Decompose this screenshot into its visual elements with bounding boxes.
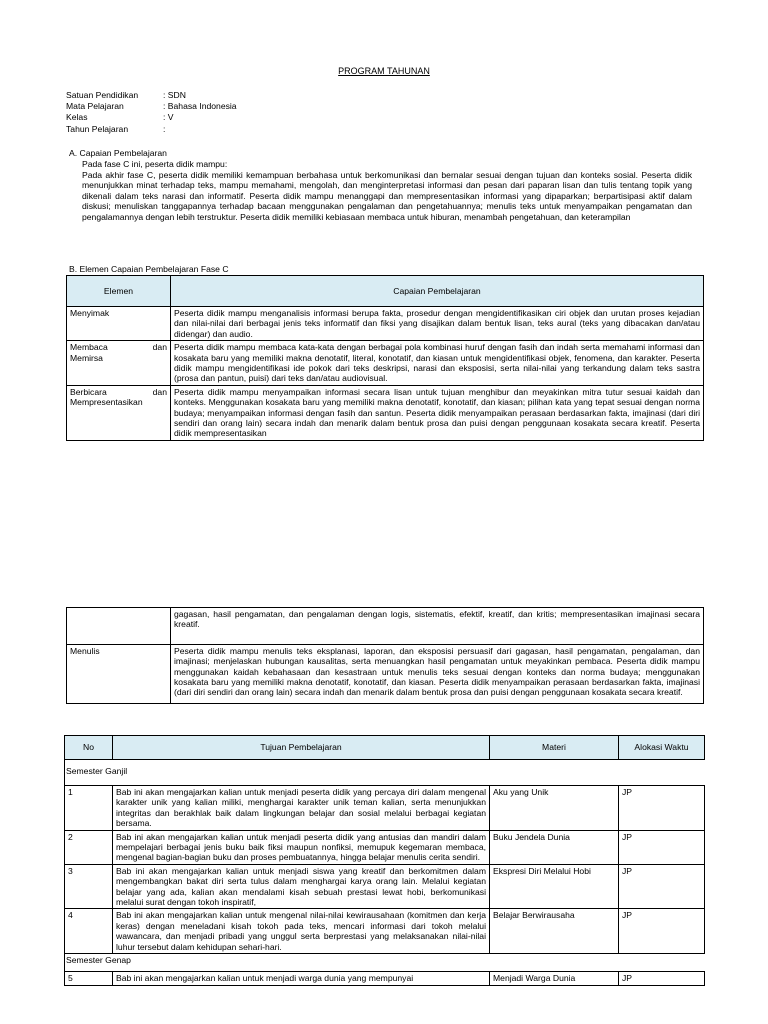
column-header-capaian: Capaian Pembelajaran [171, 276, 704, 307]
alokasi-cell: JP [619, 909, 705, 954]
identity-value: : SDN [163, 90, 186, 100]
elemen-name: Menyimak [70, 308, 110, 318]
table-row [67, 341, 704, 386]
section-a-intro: Pada fase C ini, peserta didik mampu: [82, 159, 228, 169]
materi-cell: Buku Jendela Dunia [490, 830, 619, 864]
identity-label: Kelas [66, 112, 88, 122]
tujuan-cell: Bab ini akan mengajarkan kalian untuk menjadi peserta didik yang antusias dan mandiri dalam mempelajari berbagai jenis buku baik fiksi maupun nonfiksi, memupuk kegemaran membaca, mengenal bagian-bagian buku dan proses pembuatannya, hingga belajar menulis cerita sendiri. [113, 830, 490, 864]
elemen-name: Membaca dan [70, 342, 167, 353]
alokasi-cell: JP [619, 864, 705, 909]
capaian-cell: Peserta didik mampu menganalisis informasi berupa fakta, prosedur dengan mengidentifikasikan ciri objek dan urutan proses kejadian dan nilai-nilai dari berbagai jenis teks informatif dan fiksi yang disajikan dalam bentuk lisan, teks aural (teks yang dibacakan dan/atau didengar) dan audio. [171, 307, 704, 341]
tujuan-cell: Bab ini akan mengajarkan kalian untuk mengenal nilai-nilai kewirausahaan (komitmen dan kerja keras) dengan meneladani kisah tokoh pada teks, mencari informasi dari tokoh melalui wawancara, dan menjadi pribadi yang unggul serta berprestasi yang melaksanakan nilai-nilai luhur tersebut dalam kehidupan sehari-hari. [113, 909, 490, 954]
capaian-cell: Peserta didik mampu menyampaikan informasi secara lisan untuk tujuan menghibur dan meyakinkan mitra tutur sesuai kaidah dan konteks. Menggunakan kosakata baru yang memiliki makna denotatif, konotatif, dan kiasan; pilihan kata yang tepat sesuai dengan norma budaya; menyampaikan informasi dengan fasih dan santun. Peserta didik menyampaikan perasaan berdasarkan fakta, imajinasi (dari diri sendiri dan orang lain) secara indah dan menarik dalam bentuk prosa dan puisi dengan penggunaan kosakata secara kreatif. Peserta didik mempresentasikan [171, 385, 704, 440]
table-row [65, 786, 705, 831]
column-header-alokasi: Alokasi Waktu [619, 736, 705, 760]
elemen-cell [67, 341, 171, 386]
section-b-heading: B. Elemen Capaian Pembelajaran Fase C [69, 264, 229, 274]
table-row [67, 644, 704, 703]
capaian-cell: Peserta didik mampu menulis teks eksplanasi, laporan, dan eksposisi persuasif dari gagasan, hasil pengamatan, pengalaman, dan imajinasi; menjelaskan hubungan kausalitas, serta menuangkan hasil pengamatan untuk meyakinkan pembaca. Peserta didik mampu menggunakan kaidah kebahasaan dan kesastraan untuk menulis teks sesuai dengan konteks dan norma budaya; menggunakan kosakata baru yang memiliki makna denotatif, konotatif, dan kiasan. Peserta didik menyampaikan perasaan berdasarkan fakta, imajinasi (dari diri sendiri dan orang lain) secara indah dan menarik dalam bentuk prosa dan puisi dengan penggunaan kosakata secara kreatif. [171, 644, 704, 703]
elemen-table-continued [66, 607, 704, 704]
page-title: PROGRAM TAHUNAN [338, 66, 430, 76]
column-header-materi: Materi [490, 736, 619, 760]
row-number: 4 [65, 909, 113, 954]
materi-cell: Ekspresi Diri Melalui Hobi [490, 864, 619, 909]
identity-value: : Bahasa Indonesia [163, 101, 237, 111]
elemen-name: Berbicara dan [70, 386, 167, 397]
capaian-cell: gagasan, hasil pengamatan, dan pengalaman dengan logis, sistematis, efektif, kreatif, dan kritis; mempresentasikan imajinasi secara kreatif. [171, 608, 704, 645]
column-header-elemen: Elemen [67, 276, 171, 307]
elemen-name-cont: Memirsa [70, 352, 103, 363]
elemen-cell [67, 307, 171, 341]
semester-row [65, 954, 705, 972]
row-number: 3 [65, 864, 113, 909]
tujuan-cell: Bab ini akan mengajarkan kalian untuk menjadi siswa yang kreatif dan berkomitmen dalam mengembangkan bakat diri serta tulus dalam menghargai karya orang lain. Melalui kegiatan belajar yang ada, kalian akan mendalami kisah sebuah prestasi lewat hobi, berkomunikasi melalui surat dengan tokoh inspiratif, [113, 864, 490, 909]
alokasi-cell: JP [619, 972, 705, 985]
row-number: 1 [65, 786, 113, 831]
identity-label: Tahun Pelajaran [66, 124, 129, 134]
row-number: 2 [65, 830, 113, 864]
alokasi-cell: JP [619, 830, 705, 864]
identity-label: Satuan Pendidikan [66, 90, 139, 100]
section-a-heading: A. Capaian Pembelajaran [69, 148, 167, 158]
materi-cell: Aku yang Unik [490, 786, 619, 831]
column-header-no: No [65, 736, 113, 760]
semester-row [65, 760, 705, 786]
column-header-tujuan: Tujuan Pembelajaran [113, 736, 490, 760]
identity-value: : [163, 124, 166, 134]
elemen-cell [67, 385, 171, 440]
tujuan-table [64, 735, 705, 986]
table-row [65, 830, 705, 864]
elemen-name-cont: Mempresentasikan [70, 397, 143, 408]
table-row [67, 385, 704, 440]
table-header-row [67, 276, 704, 307]
elemen-cell: Menulis [67, 644, 171, 703]
table-row [65, 864, 705, 909]
identity-label: Mata Pelajaran [66, 101, 124, 111]
tujuan-cell: Bab ini akan mengajarkan kalian untuk menjadi warga dunia yang mempunyai [113, 972, 490, 985]
semester-ganjil-label: Semester Ganjil [65, 760, 705, 786]
elemen-table [66, 275, 704, 441]
table-header-row [65, 736, 705, 760]
semester-genap-label: Semester Genap [65, 954, 705, 972]
row-number: 5 [65, 972, 113, 985]
table-row [67, 608, 704, 645]
elemen-cell [67, 608, 171, 645]
section-a-body: Pada akhir fase C, peserta didik memiliki kemampuan berbahasa untuk berkomunikasi dan bernalar sesuai dengan tujuan dan konteks sosial. Peserta didik menunjukkan minat terhadap teks, mampu memahami, mengolah, dan menginterpretasi informasi dan pesan dari paparan lisan dan tulis tentang topik yang dikenali dalam teks narasi dan informatif. Peserta didik mampu menanggapi dan mempresentasikan informasi yang dipaparkan; berpartisipasi aktif dalam diskusi; menuliskan tanggapannya terhadap bacaan menggunakan pengalaman dan pengetahuannya; menulis teks untuk menyampaikan pengamatan dan pengalamannya dengan lebih terstruktur. Peserta didik memiliki kebiasaan membaca untuk hiburan, menambah pengetahuan, dan keterampilan [82, 170, 692, 222]
alokasi-cell: JP [619, 786, 705, 831]
materi-cell: Belajar Berwirausaha [490, 909, 619, 954]
table-row [65, 909, 705, 954]
capaian-cell: Peserta didik mampu membaca kata-kata dengan berbagai pola kombinasi huruf dengan fasih dan indah serta memahami informasi dan kosakata baru yang memiliki makna denotatif, literal, konotatif, dan kiasan untuk mengidentifikasi objek, fenomena, dan karakter. Peserta didik mampu mengidentifikasi ide pokok dari teks deskripsi, narasi dan eksposisi, serta nilai-nilai yang terkandung dalam teks sastra (prosa dan pantun, puisi) dari teks dan/atau audiovisual. [171, 341, 704, 386]
identity-value: : V [163, 112, 174, 122]
materi-cell: Menjadi Warga Dunia [490, 972, 619, 985]
table-row [65, 972, 705, 985]
table-row [67, 307, 704, 341]
tujuan-cell: Bab ini akan mengajarkan kalian untuk menjadi peserta didik yang percaya diri dalam mengenal karakter unik yang kalian miliki, menghargai karakter unik teman kalian, serta menunjukkan integritas dan berakhlak baik dalam lingkungan belajar dan sosial melalui berbagai kegiatan bersama. [113, 786, 490, 831]
